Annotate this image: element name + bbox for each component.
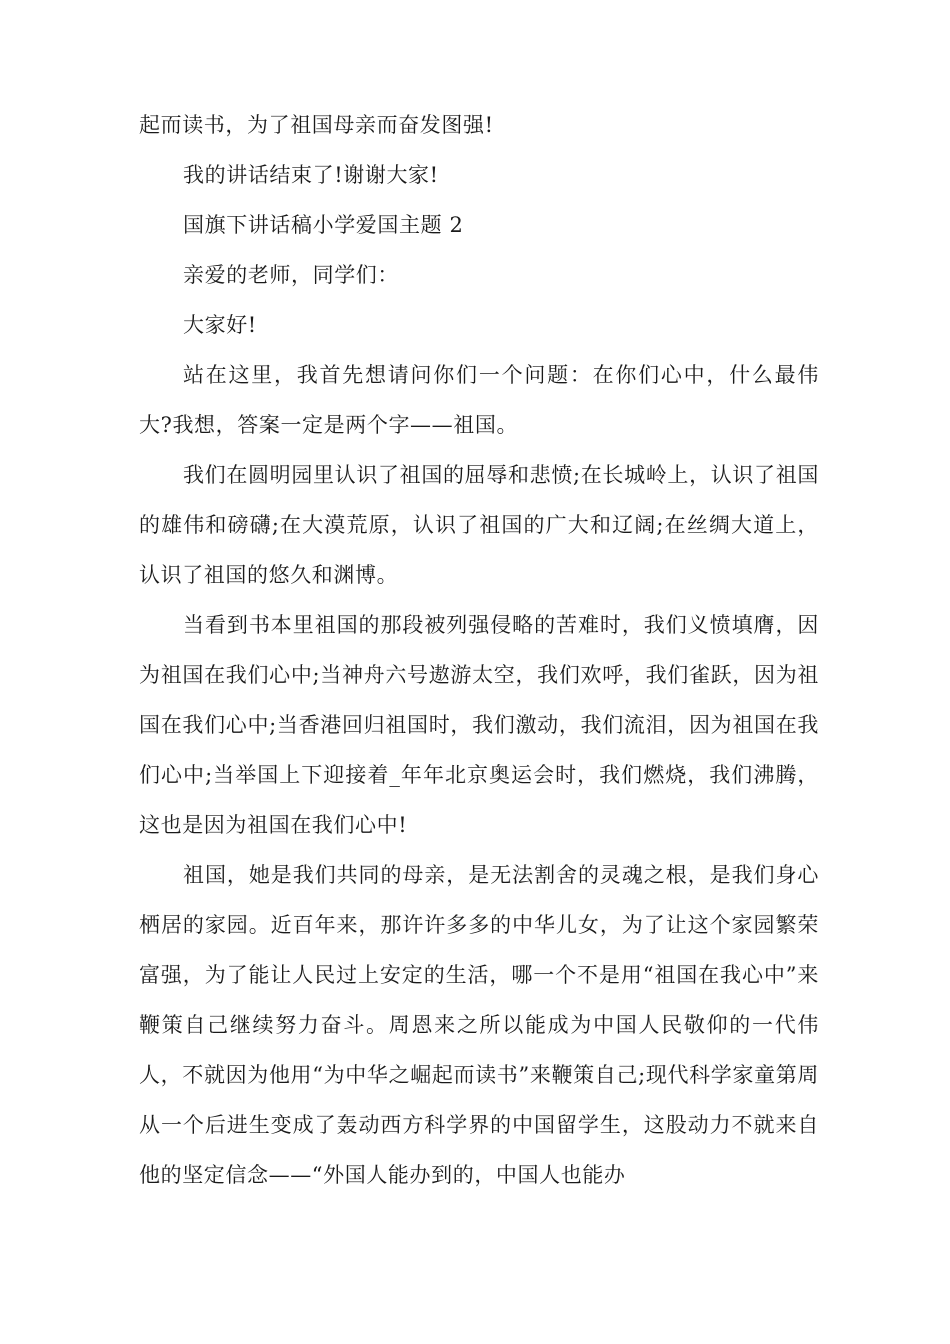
greeting: 亲爱的老师，同学们： bbox=[183, 263, 399, 287]
paragraph: 当看到书本里祖国的那段被列强侵略的苦难时，我们义愤填膺，因为祖国在我们心中;当神舟六号遨游太空，我们欢呼，我们雀跃，因为祖国在我们心中;当香港回归祖国时，我们激动，我们流泪，因为祖国在我们心中;当举国上下迎接着_年年北京奥运会时，我们燃烧，我们沸腾，这也是因为祖国在我们心中! bbox=[139, 613, 819, 837]
paragraph: 站在这里，我首先想请问你们一个问题：在你们心中，什么最伟大?我想，答案一定是两个字——祖国。 bbox=[139, 363, 819, 437]
paragraph: 我们在圆明园里认识了祖国的屈辱和悲愤;在长城岭上，认识了祖国的雄伟和磅礴;在大漠荒原，认识了祖国的广大和辽阔;在丝绸大道上，认识了祖国的悠久和渊博。 bbox=[139, 463, 819, 587]
paragraph: 祖国，她是我们共同的母亲，是无法割舍的灵魂之根，是我们身心栖居的家园。近百年来，那许许多多的中华儿女，为了让这个家园繁荣富强，为了能让人民过上安定的生活，哪一个不是用“祖国在我心中”来鞭策自己继续努力奋斗。周恩来之所以能成为中国人民敬仰的一代伟人，不就因为他用“为中华之崛起而读书”来鞭策自己;现代科学家童第周从一个后进生变成了轰动西方科学界的中国留学生，这股动力不就来自他的坚定信念——“外国人能办到的，中国人也能办 bbox=[139, 863, 819, 1187]
document-body bbox=[139, 100, 819, 1200]
section-heading: 国旗下讲话稿小学爱国主题 2 bbox=[183, 213, 464, 237]
paragraph: 我的讲话结束了!谢谢大家! bbox=[183, 163, 439, 187]
greeting: 大家好! bbox=[183, 313, 257, 337]
paragraph: 起而读书，为了祖国母亲而奋发图强! bbox=[139, 113, 494, 137]
